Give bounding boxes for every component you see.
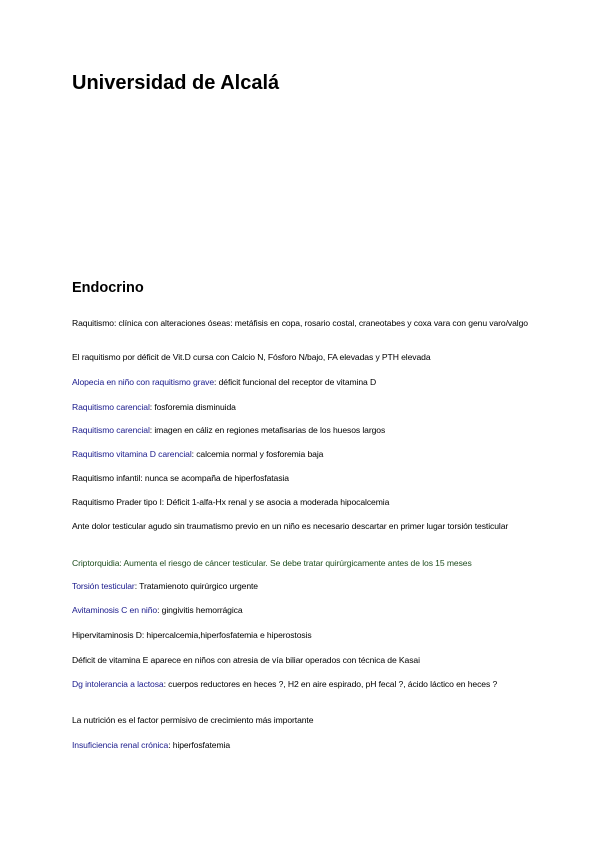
section-title: Endocrino	[72, 280, 144, 296]
list-item: Raquitismo carencial: imagen en cáliz en regiones metafisarias de los huesos largos	[72, 425, 386, 435]
entry-key: Alopecia en niño con raquitismo grave	[72, 377, 215, 387]
list-item: Raquitismo: clínica con alteraciones óseas: metáfisis en copa, rosario costal, craneotabes y coxa vara con genu varo/valgo	[72, 318, 528, 328]
page-title: Universidad de Alcalá	[72, 72, 280, 94]
list-item: La nutrición es el factor permisivo de crecimiento más importante	[72, 715, 314, 725]
list-item: Raquitismo infantil: nunca se acompaña de hiperfosfatasia	[72, 473, 289, 483]
list-item: Raquitismo Prader tipo I: Déficit 1-alfa-Hx renal y se asocia a moderada hipocalcemia	[72, 497, 390, 507]
list-item: Dg intolerancia a lactosa: cuerpos reductores en heces ?, H2 en aire espirado, pH fecal ?, ácido láctico en heces ?	[72, 679, 498, 689]
list-item: El raquitismo por déficit de Vit.D cursa con Calcio N, Fósforo N/bajo, FA elevadas y PTH elevada	[72, 352, 431, 362]
list-item: Criptorquidia: Aumenta el riesgo de cáncer testicular. Se debe tratar quirúrgicamente antes de los 15 meses	[72, 558, 472, 568]
list-item: Alopecia en niño con raquitismo grave: déficit funcional del receptor de vitamina D	[72, 377, 377, 387]
entry-key: Avitaminosis C en niño	[72, 605, 158, 615]
entry-key: Raquitismo vitamina D carencial	[72, 449, 192, 459]
list-item: Insuficiencia renal crónica: hiperfosfatemia	[72, 740, 231, 750]
list-item: Raquitismo carencial: fosforemia disminuida	[72, 402, 236, 412]
list-item: Hipervitaminosis D: hipercalcemia,hiperfosfatemia e hiperostosis	[72, 630, 312, 640]
list-item: Avitaminosis C en niño: gingivitis hemorrágica	[72, 605, 243, 615]
entry-key: Dg intolerancia a lactosa	[72, 679, 164, 689]
entry-key: Raquitismo carencial	[72, 402, 150, 412]
list-item: Torsión testicular: Tratamienoto quirúrgico urgente	[72, 581, 258, 591]
entry-key: Torsión testicular	[72, 581, 135, 591]
entry-key: Raquitismo carencial	[72, 425, 150, 435]
list-item: Déficit de vitamina E aparece en niños con atresia de vía biliar operados con técnica de Kasai	[72, 655, 420, 665]
entry-key: Insuficiencia renal crónica	[72, 740, 169, 750]
list-item: Raquitismo vitamina D carencial: calcemia normal y fosforemia baja	[72, 449, 324, 459]
list-item: Ante dolor testicular agudo sin traumatismo previo en un niño es necesario descartar en primer lugar torsión testicular	[72, 521, 509, 531]
